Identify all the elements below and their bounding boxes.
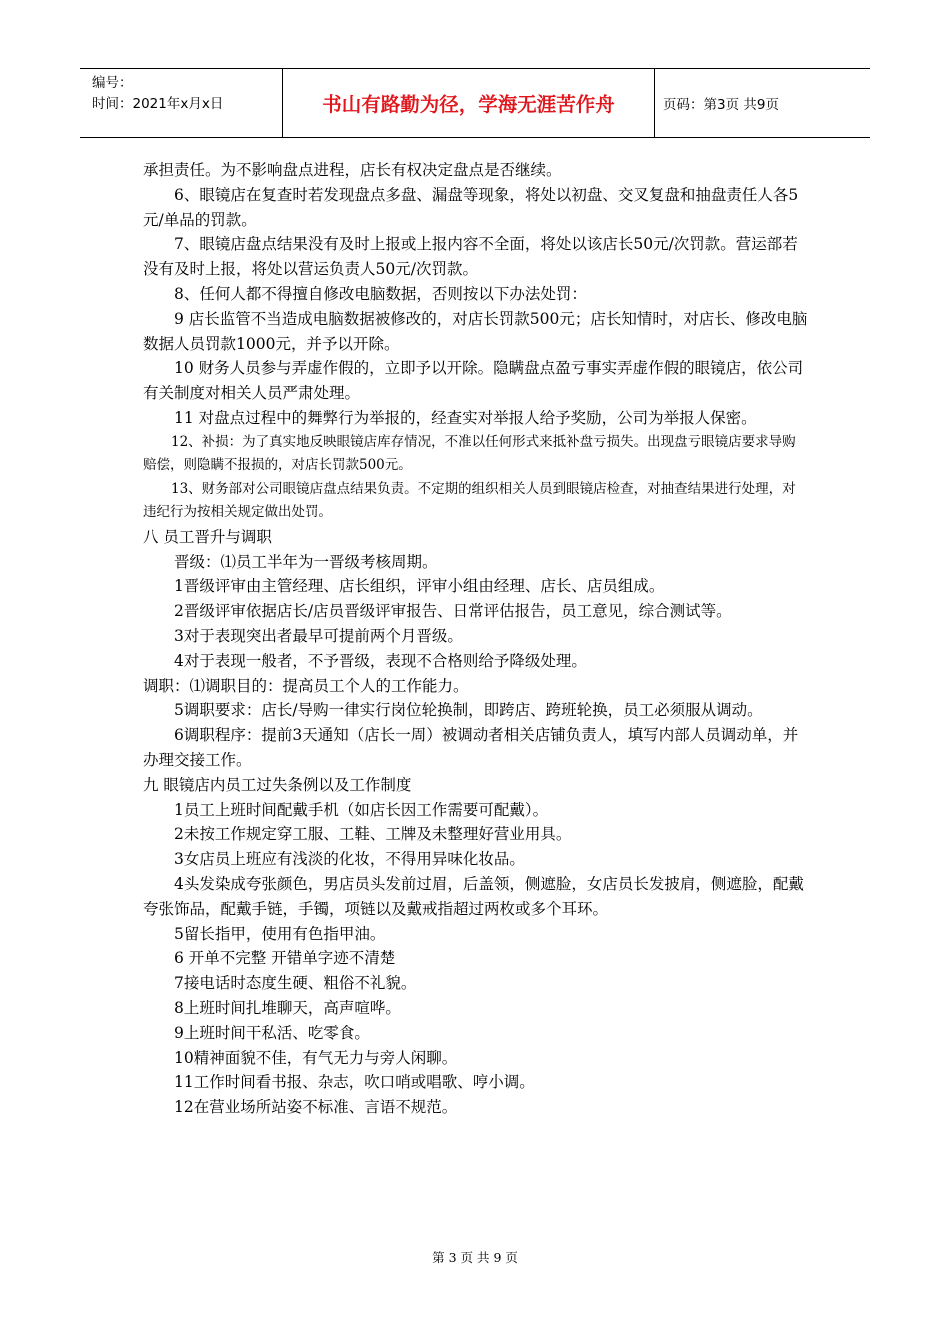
paragraph: 11工作时间看书报、杂志，吹口哨或唱歌、哼小调。 <box>174 1073 535 1092</box>
header-meta <box>80 69 283 137</box>
paragraph: 4对于表现一般者，不予晋级，表现不合格则给予降级处理。 <box>174 651 587 670</box>
header-page-code: 页码：第3页 共9页 <box>663 97 779 113</box>
paragraph: 2未按工作规定穿工服、工鞋、工牌及未整理好营业用具。 <box>174 825 572 844</box>
paragraph: 九 眼镜店内员工过失条例以及工作制度 <box>143 775 412 794</box>
paragraph: 1员工上班时间配戴手机（如店长因工作需要可配戴）。 <box>174 800 549 819</box>
paragraph: 11 对盘点过程中的舞弊行为举报的，经查实对举报人给予奖励，公司为举报人保密。 <box>174 408 757 427</box>
paragraph: 承担责任。为不影响盘点进程，店长有权决定盘点是否继续。 <box>143 161 562 179</box>
paragraph: 12在营业场所站姿不标准、言语不规范。 <box>174 1098 458 1117</box>
paragraph: 4头发染成夸张颜色，男店员头发前过眉，后盖领，侧遮脸，女店员长发披肩，侧遮脸，配戴夸张饰品，配戴手链，手镯，项链以及戴戒指超过两枚或多个耳环。 <box>143 874 804 918</box>
paragraph: 1晋级评审由主管经理、店长组织，评审小组由经理、店长、店员组成。 <box>174 577 665 596</box>
paragraph: 8、任何人都不得擅自修改电脑数据，否则按以下办法处罚： <box>174 284 587 303</box>
paragraph: 3女店员上班应有浅淡的化妆，不得用异味化妆品。 <box>174 850 525 869</box>
paragraph: 3对于表现突出者最早可提前两个月晋级。 <box>174 626 463 645</box>
paragraph: 2晋级评审依据店长/店员晋级评审报告、日常评估报告，员工意见，综合测试等。 <box>174 602 732 621</box>
paragraph: 八 员工晋升与调职 <box>143 527 272 546</box>
document-number-label: 编号： <box>92 75 133 91</box>
paragraph: 9 店长监管不当造成电脑数据被修改的，对店长罚款500元；店长知情时，对店长、修改电脑数据人员罚款1000元，并予以开除。 <box>143 309 808 353</box>
paragraph: 7接电话时态度生硬、粗俗不礼貌。 <box>174 974 417 993</box>
paragraph: 6、眼镜店在复查时若发现盘点多盘、漏盘等现象，将处以初盘、交叉复盘和抽盘责任人各5元/单品的罚款。 <box>143 185 799 229</box>
page-footer: 第 3 页 共 9 页 <box>432 1250 518 1265</box>
paragraph: 13、财务部对公司眼镜店盘点结果负责。不定期的组织相关人员到眼镜店检查，对抽查结果进行处理，对违纪行为按相关规定做出处罚。 <box>143 480 796 521</box>
paragraph: 6 开单不完整 开错单字迹不清楚 <box>174 949 396 968</box>
paragraph: 8上班时间扎堆聊天，高声喧哗。 <box>174 998 401 1017</box>
document-body <box>143 158 808 1120</box>
paragraph: 调职：⑴调职目的：提高员工个人的工作能力。 <box>143 676 469 695</box>
paragraph: 晋级：⑴员工半年为一晋级考核周期。 <box>174 552 438 571</box>
page-header <box>80 68 870 138</box>
paragraph: 12、补损：为了真实地反映眼镜店库存情况，不准以任何形式来抵补盘亏损失。出现盘亏眼镜店要求导购赔偿，则隐瞒不报损的，对店长罚款500元。 <box>143 433 796 474</box>
paragraph: 5调职要求：店长/导购一律实行岗位轮换制，即跨店、跨班轮换，员工必须服从调动。 <box>174 701 763 720</box>
paragraph: 6调职程序：提前3天通知（店长一周）被调动者相关店铺负责人，填写内部人员调动单，并办理交接工作。 <box>143 726 799 769</box>
paragraph: 10精神面貌不佳，有气无力与旁人闲聊。 <box>174 1048 458 1067</box>
paragraph: 7、眼镜店盘点结果没有及时上报或上报内容不全面，将处以该店长50元/次罚款。营运部若没有及时上报，将处以营运负责人50元/次罚款。 <box>143 235 798 279</box>
paragraph: 9上班时间干私活、吃零食。 <box>174 1023 370 1042</box>
header-motto: 书山有路勤为径，学海无涯苦作舟 <box>283 69 655 137</box>
paragraph: 5留长指甲，使用有色指甲油。 <box>174 924 386 943</box>
paragraph: 10 财务人员参与弄虚作假的，立即予以开除。隐瞒盘点盈亏事实弄虚作假的眼镜店，依公司有关制度对相关人员严肃处理。 <box>143 359 804 403</box>
document-time-label: 时间：2021年x月x日 <box>92 96 224 112</box>
